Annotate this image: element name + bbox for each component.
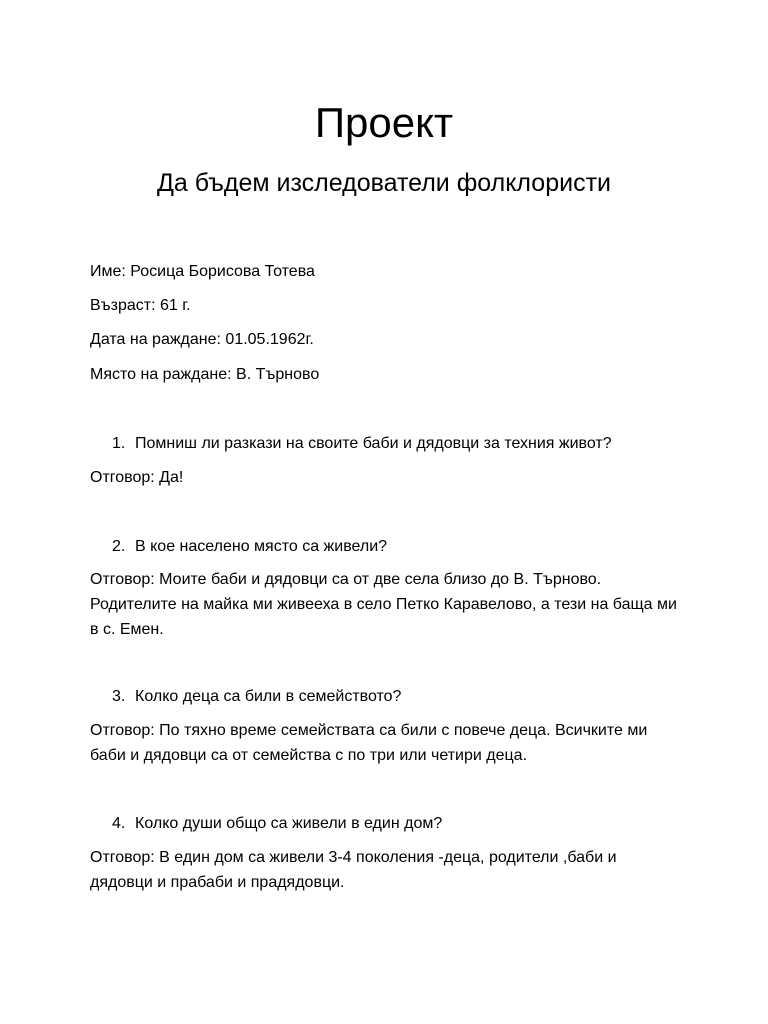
info-name: Име: Росица Борисова Тотева bbox=[90, 263, 315, 280]
answer-2-line-3: в с. Емен. bbox=[90, 621, 164, 638]
answer-3-line-1: Отговор: По тяхно време семействата са били с повече деца. Всичките ми bbox=[90, 722, 648, 739]
question-4 bbox=[112, 811, 712, 836]
answer-3-line-2: баби и дядовци са от семейства с по три или четири деца. bbox=[90, 747, 528, 764]
question-number: 3. bbox=[112, 688, 126, 705]
answer-2-line-1: Отговор: Моите баби и дядовци са от две села близо до В. Търново. bbox=[90, 571, 602, 588]
answer-4-line-2: дядовци и прабаби и прадядовци. bbox=[90, 874, 345, 891]
answer-2-line-2: Родителите на майка ми живееха в село Петко Каравелово, а тези на баща ми bbox=[90, 596, 677, 613]
info-birth-date: Дата на раждане: 01.05.1962г. bbox=[90, 331, 314, 348]
info-age: Възраст: 61 г. bbox=[90, 297, 191, 314]
info-birth-place: Място на раждане: В. Търново bbox=[90, 366, 320, 383]
question-text: Колко души общо са живели в един дом? bbox=[135, 815, 443, 832]
question-text: В кое населено място са живели? bbox=[135, 538, 388, 555]
question-number: 2. bbox=[112, 538, 126, 555]
question-text: Колко деца са били в семейството? bbox=[135, 688, 402, 705]
question-number: 1. bbox=[112, 435, 126, 452]
answer-1-line-1: Отговор: Да! bbox=[90, 469, 184, 486]
question-1 bbox=[112, 431, 712, 456]
question-3 bbox=[112, 684, 712, 709]
document-subtitle: Да бъдем изследователи фолклористи bbox=[157, 169, 611, 197]
question-number: 4. bbox=[112, 815, 126, 832]
question-text: Помниш ли разкази на своите баби и дядовци за техния живот? bbox=[135, 435, 612, 452]
document-title: Проект bbox=[314, 99, 454, 146]
question-2 bbox=[112, 534, 712, 559]
answer-4-line-1: Отговор: В един дом са живели 3-4 поколения -деца, родители ,баби и bbox=[90, 849, 617, 866]
